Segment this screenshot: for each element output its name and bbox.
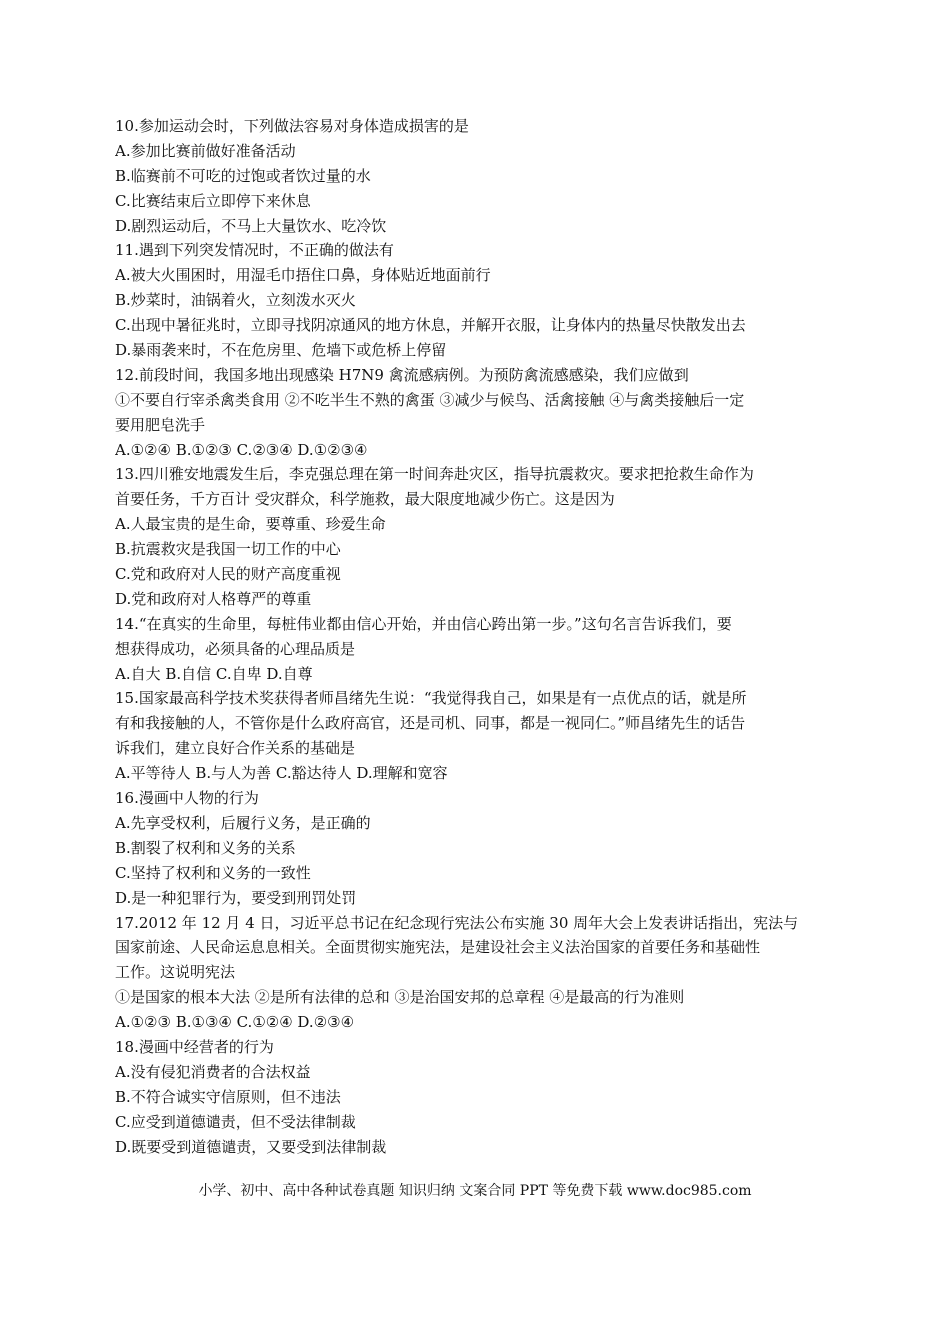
question-10-option-d: D.剧烈运动后，不马上大量饮水、吃冷饮 (115, 216, 387, 235)
question-10-option-c: C.比赛结束后立即停下来休息 (115, 191, 311, 210)
question-13-option-d: D.党和政府对人格尊严的尊重 (115, 589, 312, 608)
question-15-stem: 15.国家最高科学技术奖获得者师昌绪先生说：“我觉得我自己，如果是有一点优点的话，就是所 (115, 689, 747, 708)
question-18-stem: 18.漫画中经营者的行为 (115, 1037, 274, 1056)
question-11-stem: 11.遇到下列突发情况时，不正确的做法有 (115, 241, 394, 260)
question-15-stem-cont-2: 诉我们，建立良好合作关系的基础是 (115, 739, 356, 758)
question-17-stem: 17.2012 年 12 月 4 日，习近平总书记在纪念现行宪法公布实施 30 周年大会上发表讲话指出，宪法与 (115, 913, 799, 932)
question-14-stem-cont: 想获得成功，必须具备的心理品质是 (115, 639, 356, 658)
question-11-option-c: C.出现中暑征兆时，立即寻找阴凉通风的地方休息，并解开衣服，让身体内的热量尽快散发出去 (115, 316, 746, 335)
question-14-stem: 14.“在真实的生命里，每桩伟业都由信心开始，并由信心跨出第一步。”这句名言告诉我们，要 (115, 614, 732, 633)
question-10-option-b: B.临赛前不可吃的过饱或者饮过量的水 (115, 166, 371, 185)
question-13-stem: 13.四川雅安地震发生后，李克强总理在第一时间奔赴灾区，指导抗震救灾。要求把抢救生命作为 (115, 465, 754, 484)
question-11-option-d: D.暴雨袭来时，不在危房里、危墙下或危桥上停留 (115, 341, 447, 360)
question-11-option-b: B.炒菜时，油锅着火，立刻泼水灭火 (115, 291, 356, 310)
question-10-option-a: A.参加比赛前做好准备活动 (115, 141, 296, 160)
question-10-stem: 10.参加运动会时，下列做法容易对身体造成损害的是 (115, 117, 469, 135)
question-15-stem-cont: 有和我接触的人，不管你是什么政府高官，还是司机、同事，都是一视同仁。”师昌绪先生的话告 (115, 714, 746, 733)
exam-page-body (115, 114, 841, 1159)
question-17-stem-cont-2: 工作。这说明宪法 (115, 963, 236, 982)
question-18-option-b: B.不符合诚实守信原则，但不违法 (115, 1087, 341, 1106)
question-13-option-b: B.抗震救灾是我国一切工作的中心 (115, 540, 341, 559)
question-14-options: A.自大 B.自信 C.自卑 D.自尊 (115, 664, 313, 683)
question-12-statements: ①不要自行宰杀禽类食用 ②不吃半生不熟的禽蛋 ③减少与候鸟、活禽接触 ④与禽类接触后一定 (115, 390, 745, 409)
question-12-statements-cont: 要用肥皂洗手 (115, 415, 206, 434)
question-11-option-a: A.被大火围困时，用湿毛巾捂住口鼻，身体贴近地面前行 (115, 266, 491, 285)
question-16-option-d: D.是一种犯罪行为，要受到刑罚处罚 (115, 888, 357, 907)
question-12-stem: 12.前段时间，我国多地出现感染 H7N9 禽流感病例。为预防禽流感感染，我们应做到 (115, 365, 689, 384)
question-17-statements: ①是国家的根本大法 ②是所有法律的总和 ③是治国安邦的总章程 ④是最高的行为准则 (115, 988, 685, 1007)
question-17-options: A.①②③ B.①③④ C.①②④ D.②③④ (115, 1013, 355, 1032)
question-16-option-a: A.先享受权利，后履行义务，是正确的 (115, 813, 371, 832)
question-18-option-c: C.应受到道德谴责，但不受法律制裁 (115, 1112, 356, 1131)
question-16-option-c: C.坚持了权利和义务的一致性 (115, 863, 311, 882)
question-18-option-a: A.没有侵犯消费者的合法权益 (115, 1062, 311, 1081)
question-16-option-b: B.割裂了权利和义务的关系 (115, 838, 296, 857)
page-footer: 小学、初中、高中各种试卷真题 知识归纳 文案合同 PPT 等免费下载 www.doc985.com (198, 1183, 752, 1199)
question-12-options: A.①②④ B.①②③ C.②③④ D.①②③④ (115, 440, 368, 459)
question-13-stem-cont: 首要任务，千方百计 受灾群众，科学施救，最大限度地减少伤亡。这是因为 (115, 490, 615, 509)
question-15-options: A.平等待人 B.与人为善 C.豁达待人 D.理解和宽容 (115, 764, 448, 783)
question-13-option-a: A.人最宝贵的是生命，要尊重、珍爱生命 (115, 515, 386, 534)
question-17-stem-cont: 国家前途、人民命运息息相关。全面贯彻实施宪法，是建设社会主义法治国家的首要任务和基础性 (115, 938, 761, 957)
question-18-option-d: D.既要受到道德谴责，又要受到法律制裁 (115, 1137, 387, 1156)
question-13-option-c: C.党和政府对人民的财产高度重视 (115, 565, 341, 584)
question-16-stem: 16.漫画中人物的行为 (115, 789, 259, 808)
